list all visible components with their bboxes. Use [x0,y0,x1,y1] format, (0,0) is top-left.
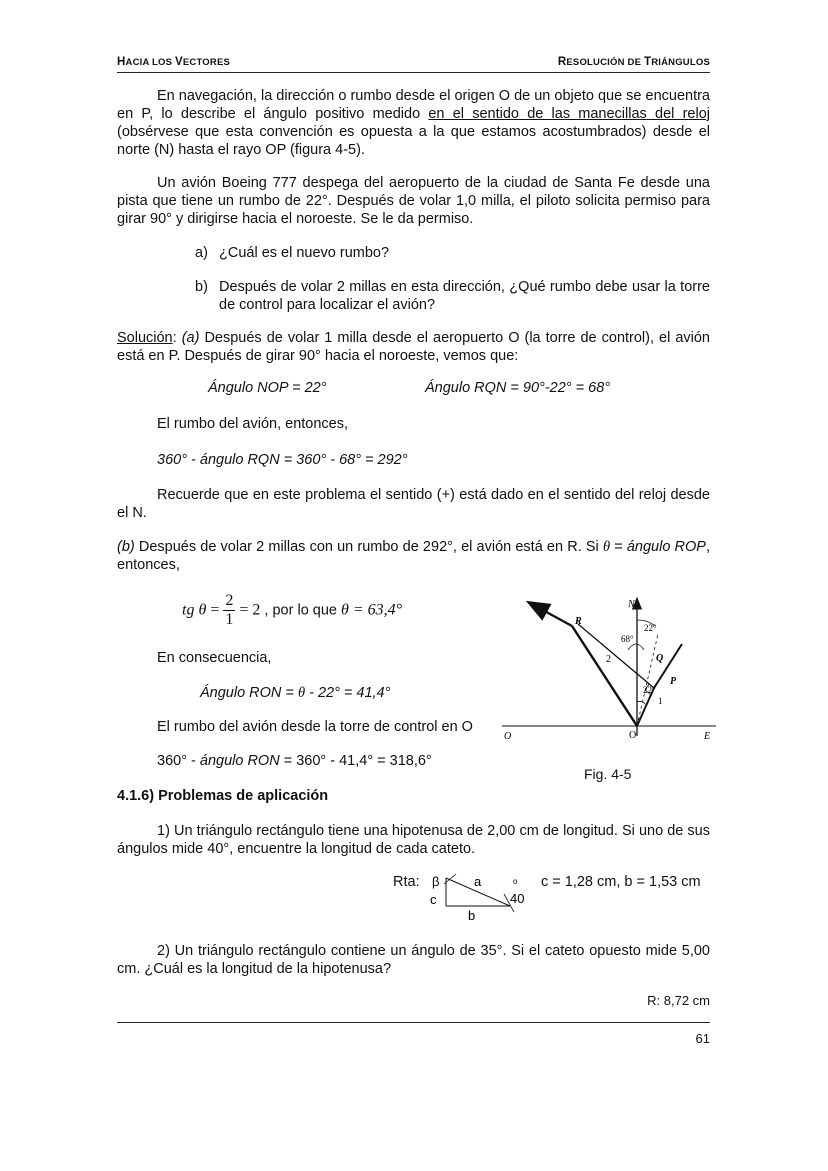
label-beta: β [432,874,440,889]
label-p: P [670,676,677,687]
answer-2: R: 8,72 cm [647,993,710,1008]
paragraph-b: (b) Después de volar 2 millas con un rumbo de 292°, el avión está en R. Si θ = ángulo ROP, entonces, [117,539,710,573]
paragraph-recuerde: Recuerde que en este problema el sentido (+) está dado en el sentido del reloj desde el N. [117,487,710,521]
label-side-1: 1 [658,696,663,706]
label-n: N [628,599,635,610]
segment-p-up [654,644,682,688]
label-68deg: 68° [621,634,634,644]
figure-4-5 [498,590,720,750]
label-q: Q [656,653,664,664]
label-degree: o [513,877,518,886]
paragraph-boeing: Un avión Boeing 777 despega del aeropuerto de la ciudad de Santa Fe desde una pista que tiene un rumbo de 22°. Después de volar 1,0 milla, el piloto solicita permiso para girar 90° y dirigirse hacia el noroeste. Se le da permiso. [117,175,710,227]
problem-2: 2) Un triángulo rectángulo contiene un ángulo de 35°. Si el cateto opuesto mide 5,00 cm. ¿Cuál es la longitud de la hipotenusa? [117,943,710,977]
page-footer [117,1022,710,1046]
label-e: E [704,731,711,742]
solution-paragraph: Solución: (a) Después de volar 1 milla desde el aeropuerto O (la torre de control), el avión está en P. Después de girar 90° hacia el noroeste, vemos que: [117,330,710,364]
question-b: b) Después de volar 2 millas en esta dirección, ¿Qué rumbo debe usar la torre de control para localizar el avión? [195,279,710,313]
label-22deg-bottom: 22° [643,685,656,695]
page-number: 61 [695,1031,710,1046]
label-b: b [468,908,476,922]
label-c: c [430,892,437,907]
label-side-2: 2 [606,654,611,665]
answer-1: c = 1,28 cm, b = 1,53 cm [541,874,701,890]
dashed-ray [637,634,658,726]
equation-nop: Ángulo NOP = 22° [208,380,327,396]
figure-caption: Fig. 4-5 [584,766,632,782]
tangent-equation: tg θ = $\frac{2}{1}$ = 2 , por lo que θ = 63,4° [182,592,403,628]
line-consecuencia: En consecuencia, [157,650,272,666]
section-heading: 4.1.6) Problemas de aplicación [117,788,329,804]
problem-1: 1) Un triángulo rectángulo tiene una hipotenusa de 2,00 cm de longitud. Si uno de sus ángulos mide 40°, encuentre la longitud de cada cateto. [117,823,710,857]
line-rumbo-torre: El rumbo del avión desde la torre de control en O [157,719,473,735]
label-22deg-top: 22° [644,623,657,633]
paragraph-navigation: En navegación, la dirección o rumbo desde el origen O de un objeto que se encuentra en P, lo describe el ángulo positivo medido en el sentido de las manecillas del reloj (obsérvese que esta convención es opuesta a la que estamos acostumbrados) desde el norte (N) hasta el rayo OP (figura 4-5). [117,88,710,158]
triangle-diagram [430,872,530,922]
segment-pr [578,624,654,688]
equation-ron: Ángulo RON = θ - 22° = 41,4° [200,685,391,701]
label-r: R [575,616,582,627]
rta-label: Rta: [393,874,420,890]
header-right-title: RESOLUCIÓN DE TRIÁNGULOS [557,56,710,68]
equation-360-rqn: 360° - ángulo RQN = 360° - 68° = 292° [157,452,408,468]
line-rumbo: El rumbo del avión, entonces, [157,416,349,432]
page-header [117,54,710,73]
label-40: 40 [510,891,525,906]
header-left-title: HACIA LOS VECTORES [117,56,231,68]
label-o: O [629,730,637,741]
heading-arrow [528,602,572,626]
label-a: a [474,874,482,889]
label-o-left: O [504,731,512,742]
equation-rqn: Ángulo RQN = 90°-22° = 68° [425,380,611,396]
equation-final: 360° - ángulo RON = 360° - 41,4° = 318,6° [157,753,432,769]
question-a: a) ¿Cuál es el nuevo rumbo? [195,245,390,261]
